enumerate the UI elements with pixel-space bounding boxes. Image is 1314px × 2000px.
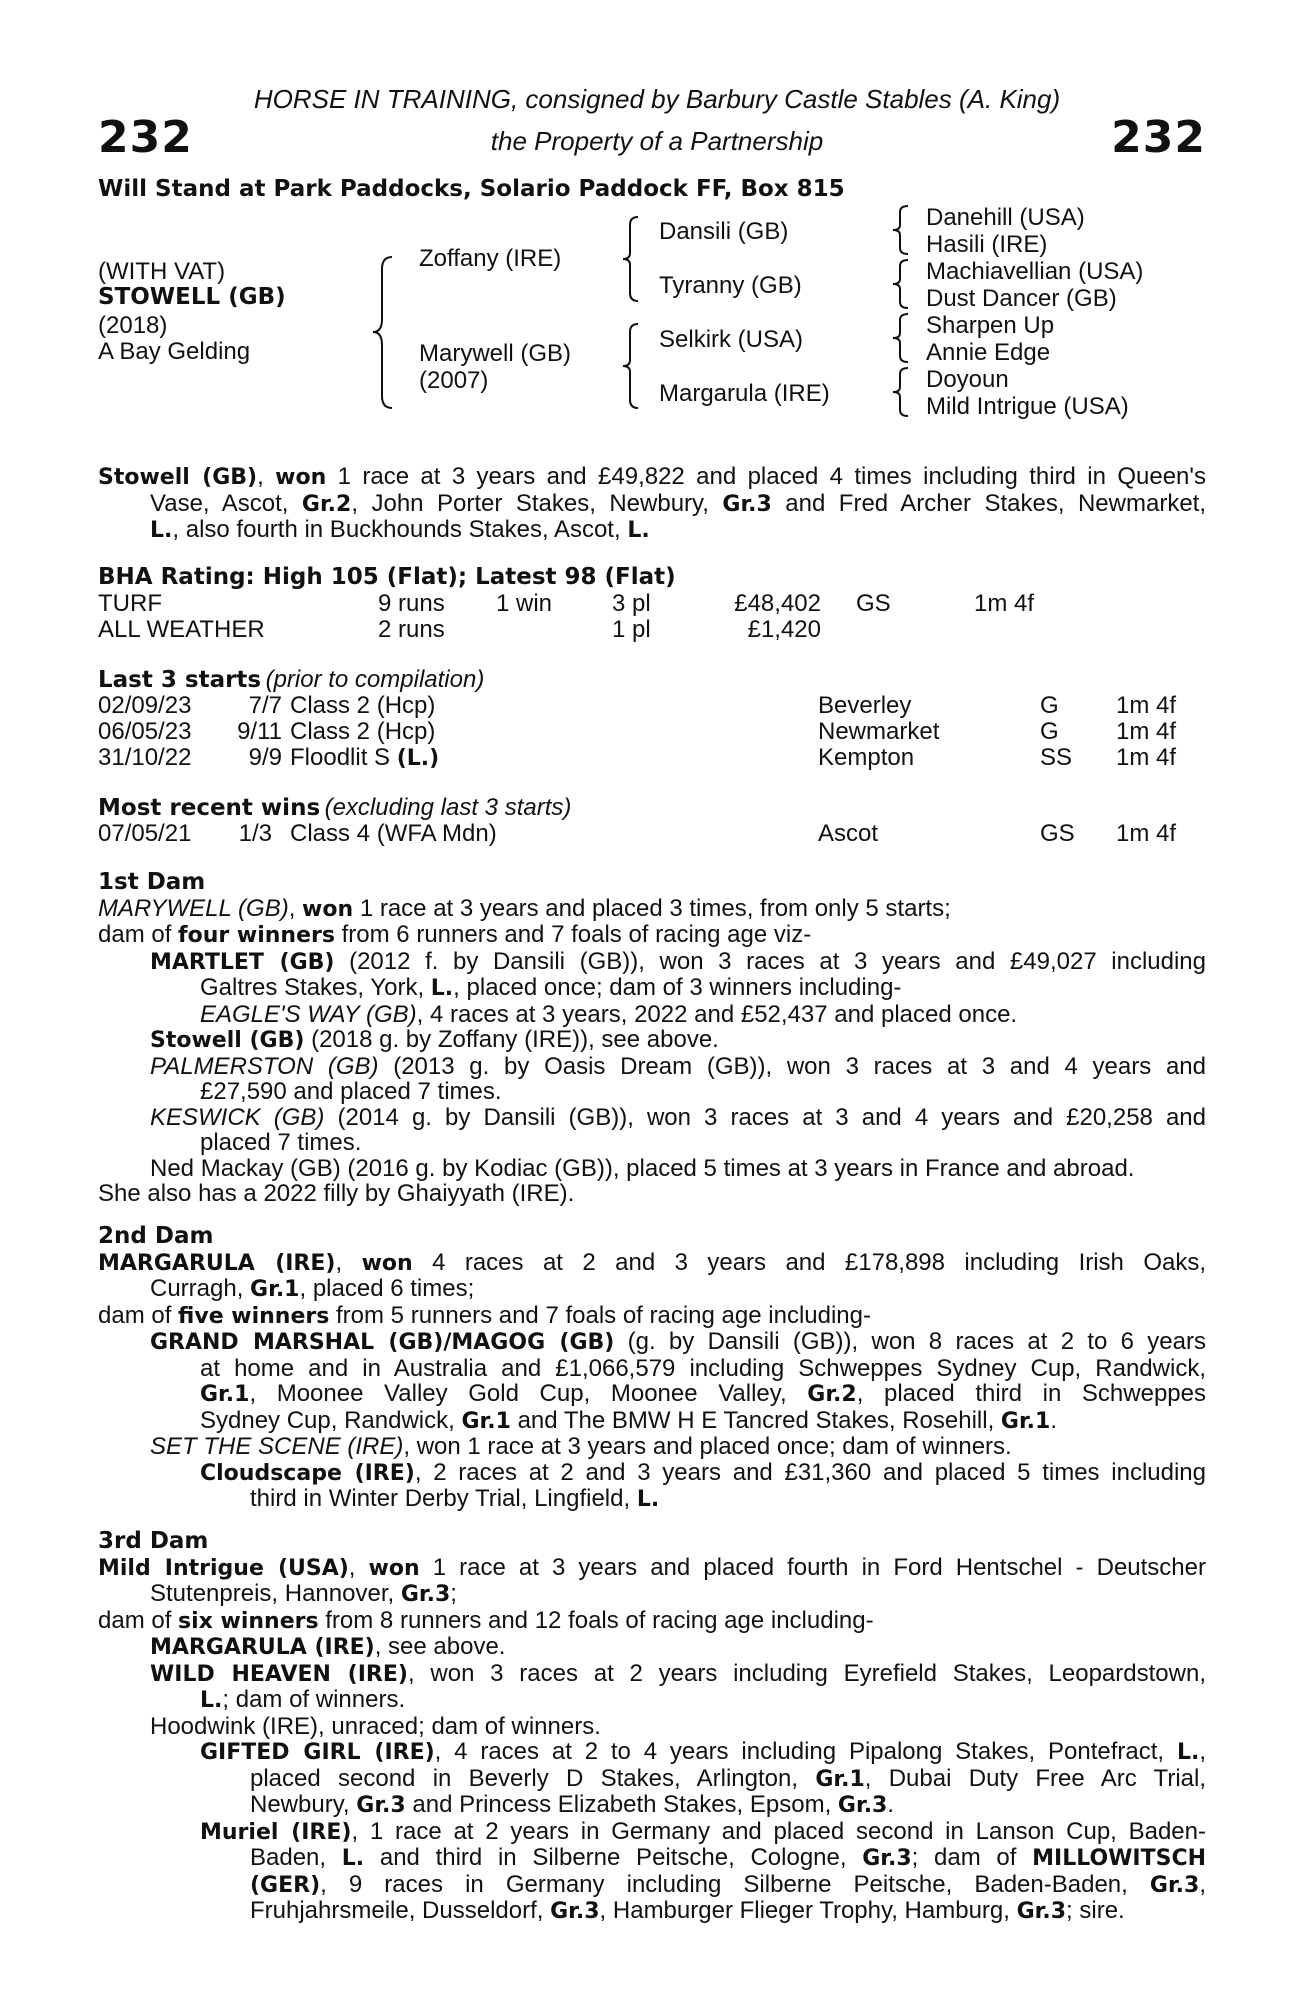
text: (2018 g. by Zoffany (IRE)), see above. bbox=[304, 1026, 719, 1053]
sire-sire: Dansili (GB) bbox=[659, 218, 789, 245]
grade-label: Gr.1 bbox=[250, 1277, 300, 1302]
text: (2013 g. by Oasis Dream (GB)), won 3 races at 3 and 4 years and bbox=[378, 1052, 1206, 1080]
text: ; bbox=[450, 1580, 457, 1607]
summary-text: Vase, Ascot, bbox=[150, 489, 302, 517]
grade-label: Gr.2 bbox=[301, 491, 352, 517]
text: , Moonee Valley Gold Cup, Moonee Valley, bbox=[249, 1380, 808, 1407]
won-label: won bbox=[368, 1555, 420, 1581]
text: and Princess Elizabeth Stakes, Epsom, bbox=[405, 1791, 838, 1818]
text: and third in Silberne Peitsche, Cologne, bbox=[364, 1844, 863, 1871]
sire-brace bbox=[620, 215, 642, 303]
sire-name: Zoffany (IRE) bbox=[419, 245, 562, 272]
text: . bbox=[1050, 1406, 1058, 1434]
text: , 1 race at 2 years in Germany and placed second in Lanson Cup, Baden- bbox=[351, 1817, 1206, 1845]
dam-name: MARYWELL (GB) bbox=[98, 894, 289, 922]
text: ; dam of bbox=[911, 1844, 1033, 1871]
summary-text: , John Porter Stakes, Newbury, bbox=[351, 489, 723, 517]
produce-name: (GER) bbox=[250, 1872, 321, 1898]
grade-label: Gr.3 bbox=[837, 1793, 888, 1818]
dam-name: Mild Intrigue (USA) bbox=[98, 1555, 349, 1581]
text: 1 race at 3 years and placed fourth in Ford Hentschel - Deutscher bbox=[419, 1553, 1206, 1581]
dam-sire: Selkirk (USA) bbox=[659, 326, 804, 353]
produce-name: GRAND MARSHAL (GB)/MAGOG (GB) bbox=[150, 1330, 615, 1355]
second-dam-title: 2nd Dam bbox=[98, 1223, 214, 1249]
grade-label: Gr.3 bbox=[550, 1899, 600, 1924]
dam-name: Marywell (GB) bbox=[419, 340, 572, 367]
prize-money: £48,402 bbox=[734, 590, 821, 617]
text: Fruhjahrsmeile, Dusseldorf, bbox=[250, 1897, 551, 1924]
grade-label: L. bbox=[430, 976, 454, 1001]
third-dam-section bbox=[98, 1529, 1206, 1925]
text: , 4 races at 3 years, 2022 and £52,437 and placed once. bbox=[416, 1000, 1018, 1028]
grandparent-2: Hasili (IRE) bbox=[926, 231, 1048, 258]
win-date: 07/05/21 bbox=[98, 820, 192, 847]
grandparent-1: Danehill (USA) bbox=[926, 204, 1085, 231]
produce-name: KESWICK (GB) bbox=[150, 1103, 325, 1131]
summary-won: won bbox=[275, 465, 327, 490]
grade-label: L. bbox=[341, 1846, 365, 1871]
start-distance: 1m 4f bbox=[1116, 718, 1177, 745]
surface: ALL WEATHER bbox=[98, 616, 265, 643]
grade-label: L. bbox=[150, 518, 173, 543]
win-position: 1/3 bbox=[238, 820, 272, 847]
text: , placed third in Schweppes bbox=[856, 1380, 1206, 1407]
grade-label: Gr.3 bbox=[862, 1846, 912, 1871]
text: , Hamburger Flieger Trophy, Hamburg, bbox=[599, 1897, 1017, 1924]
produce-name: Stowell (GB) bbox=[150, 1028, 305, 1053]
start-course: Beverley bbox=[818, 692, 912, 719]
race-summary bbox=[98, 464, 1206, 544]
text: , bbox=[288, 894, 303, 922]
text: , bbox=[348, 1553, 369, 1581]
sire-dam: Tyranny (GB) bbox=[659, 272, 802, 299]
grandparent-5: Sharpen Up bbox=[926, 312, 1055, 339]
winners-count: five winners bbox=[178, 1303, 330, 1329]
win-distance: 1m 4f bbox=[1116, 820, 1177, 847]
text: dam of bbox=[98, 1301, 179, 1329]
text: £27,590 and placed 7 times. bbox=[200, 1078, 502, 1105]
third-dam-title: 3rd Dam bbox=[98, 1528, 209, 1554]
consignment-line: HORSE IN TRAINING, consigned by Barbury Castle Stables (A. King) bbox=[253, 84, 1061, 114]
start-race-name: Floodlit S bbox=[290, 744, 397, 771]
g-brace-4 bbox=[890, 366, 912, 418]
text: , Dubai Duty Free Arc Trial, bbox=[864, 1764, 1206, 1792]
text: at home and in Australia and £1,066,579 including Schweppes Sydney Cup, Randwick, bbox=[200, 1354, 1206, 1382]
g-brace-3 bbox=[890, 312, 912, 364]
start-position: 9/9 bbox=[248, 744, 282, 771]
text: third in Winter Derby Trial, Lingfield, bbox=[250, 1485, 637, 1512]
dam-dam: Margarula (IRE) bbox=[659, 380, 830, 407]
vat-note: (WITH VAT) bbox=[98, 258, 226, 285]
text: . bbox=[887, 1791, 895, 1818]
dam-name: MARGARULA (IRE) bbox=[98, 1250, 336, 1276]
text: placed second in Beverly D Stakes, Arlington, bbox=[250, 1764, 816, 1792]
grade-label: Gr.1 bbox=[815, 1766, 865, 1792]
grade-label: Gr.1 bbox=[1000, 1408, 1051, 1434]
won-label: won bbox=[302, 896, 354, 922]
winners-count: four winners bbox=[178, 923, 335, 948]
grade-label: Gr.3 bbox=[1016, 1899, 1067, 1924]
text: , 2 races at 2 and 3 years and £31,360 and placed 5 times including bbox=[414, 1458, 1206, 1486]
g-brace-2 bbox=[890, 258, 912, 310]
grade-label: L. bbox=[1176, 1740, 1200, 1765]
text: , placed once; dam of 3 winners including- bbox=[453, 974, 902, 1001]
text: , 9 races in Germany including Silberne Peitsche, Baden-Baden, bbox=[320, 1870, 1150, 1898]
start-going: SS bbox=[1040, 744, 1073, 771]
bha-rating-title: BHA Rating: High 105 (Flat); Latest 98 (Flat) bbox=[98, 564, 676, 590]
text: (2012 f. by Dansili (GB)), won 3 races at 3 years and £49,027 including bbox=[334, 947, 1206, 975]
surface: TURF bbox=[98, 590, 162, 617]
horse-year: (2018) bbox=[98, 312, 168, 339]
recent-wins-heading bbox=[98, 794, 571, 822]
first-dam-title: 1st Dam bbox=[98, 869, 206, 895]
text: ; sire. bbox=[1066, 1897, 1125, 1924]
produce-name: SET THE SCENE (IRE) bbox=[150, 1433, 404, 1460]
grade-label: L. bbox=[636, 1487, 660, 1512]
start-distance: 1m 4f bbox=[1116, 692, 1177, 719]
prize-money: £1,420 bbox=[747, 616, 821, 643]
summary-text: , bbox=[257, 463, 276, 490]
produce-name: GIFTED GIRL (IRE) bbox=[200, 1740, 435, 1765]
start-race: Class 2 (Hcp) bbox=[290, 718, 436, 745]
start-race: Class 2 (Hcp) bbox=[290, 692, 436, 719]
stand-location: Will Stand at Park Paddocks, Solario Paddock FF, Box 815 bbox=[98, 176, 845, 202]
start-date: 06/05/23 bbox=[98, 718, 192, 745]
places: 3 pl bbox=[612, 590, 651, 617]
distance: 1m 4f bbox=[974, 590, 1035, 617]
grandparent-7: Doyoun bbox=[926, 366, 1009, 393]
recent-wins-title: Most recent wins bbox=[98, 795, 321, 821]
start-race bbox=[290, 744, 439, 772]
text: , placed 6 times; bbox=[299, 1275, 475, 1302]
dam-year: (2007) bbox=[419, 367, 489, 394]
runs: 2 runs bbox=[378, 616, 445, 643]
lot-number-left: 232 bbox=[98, 112, 193, 163]
grade-label: Gr.3 bbox=[400, 1582, 451, 1607]
start-position: 7/7 bbox=[248, 692, 282, 719]
text: dam of bbox=[98, 921, 179, 948]
start-going: G bbox=[1040, 718, 1059, 745]
summary-text: , also fourth in Buckhounds Stakes, Ascot, bbox=[172, 516, 628, 543]
summary-horse: Stowell (GB) bbox=[98, 465, 258, 490]
grade-label: Gr.2 bbox=[807, 1382, 857, 1407]
text: , 4 races at 2 to 4 years including Pipalong Stakes, Pontefract, bbox=[434, 1738, 1177, 1765]
start-course: Newmarket bbox=[818, 718, 940, 745]
wins: 1 win bbox=[496, 590, 553, 617]
text: 4 races at 2 and 3 years and £178,898 including Irish Oaks, bbox=[412, 1248, 1206, 1276]
dam-brace bbox=[620, 322, 642, 410]
grade-label: Gr.3 bbox=[722, 491, 772, 517]
grandparent-8: Mild Intrigue (USA) bbox=[926, 393, 1129, 420]
win-race: Class 4 (WFA Mdn) bbox=[290, 820, 497, 847]
grade-label: L. bbox=[627, 518, 650, 543]
produce-name: MARTLET (GB) bbox=[150, 949, 335, 975]
last-starts-heading bbox=[98, 666, 484, 694]
grade-label: Gr.3 bbox=[1149, 1872, 1200, 1898]
lot-number-right: 232 bbox=[1111, 112, 1206, 163]
text: Curragh, bbox=[150, 1275, 251, 1302]
last-starts-title: Last 3 starts bbox=[98, 667, 262, 693]
win-going: GS bbox=[1040, 820, 1075, 847]
start-date: 02/09/23 bbox=[98, 692, 192, 719]
runs: 9 runs bbox=[378, 590, 445, 617]
grade-label: Gr.3 bbox=[356, 1793, 406, 1818]
text: ; dam of winners. bbox=[222, 1686, 406, 1713]
text: , won 1 race at 3 years and placed once; dam of winners. bbox=[403, 1433, 1012, 1460]
property-line: the Property of a Partnership bbox=[490, 126, 824, 156]
text: Baden, bbox=[250, 1844, 342, 1871]
text: (2014 g. by Dansili (GB)), won 3 races at 3 and 4 years and £20,258 and bbox=[324, 1103, 1206, 1131]
sire-dam-brace bbox=[370, 255, 396, 410]
produce-name: Cloudscape (IRE) bbox=[200, 1460, 415, 1486]
winners-count: six winners bbox=[178, 1608, 319, 1634]
grade-label: Gr.1 bbox=[461, 1408, 511, 1434]
produce-name: EAGLE'S WAY (GB) bbox=[200, 1000, 417, 1028]
text: from 8 runners and 12 foals of racing age including- bbox=[318, 1606, 874, 1634]
produce-line: Hoodwink (IRE), unraced; dam of winners. bbox=[150, 1712, 601, 1740]
horse-description: A Bay Gelding bbox=[98, 338, 251, 365]
text: dam of bbox=[98, 1606, 179, 1634]
win-course: Ascot bbox=[818, 820, 879, 847]
produce-name: PALMERSTON (GB) bbox=[150, 1052, 379, 1080]
text: Galtres Stakes, York, bbox=[200, 974, 431, 1001]
text: , bbox=[1199, 1870, 1206, 1898]
text: , see above. bbox=[374, 1633, 506, 1660]
text: Sydney Cup, Randwick, bbox=[200, 1406, 462, 1434]
text: 1 race at 3 years and placed 3 times, from only 5 starts; bbox=[353, 894, 951, 922]
last-starts-note: (prior to compilation) bbox=[265, 666, 485, 693]
produce-name: MARGARULA (IRE) bbox=[150, 1635, 375, 1660]
text: Stutenpreis, Hannover, bbox=[150, 1580, 401, 1607]
start-distance: 1m 4f bbox=[1116, 744, 1177, 771]
text: , bbox=[335, 1248, 362, 1276]
grandparent-6: Annie Edge bbox=[926, 339, 1051, 366]
produce-name: MILLOWITSCH bbox=[1032, 1846, 1207, 1871]
summary-text: 1 race at 3 years and £49,822 and placed 4 times including third in Queen's bbox=[326, 463, 1206, 490]
grade-label: (L.) bbox=[396, 746, 440, 771]
grade-label: Gr.1 bbox=[200, 1382, 250, 1407]
recent-wins-note: (excluding last 3 starts) bbox=[324, 794, 572, 821]
text: and The BMW H E Tancred Stakes, Rosehill, bbox=[510, 1406, 1001, 1434]
first-dam-section bbox=[98, 870, 1206, 1207]
won-label: won bbox=[361, 1250, 413, 1276]
text: Newbury, bbox=[250, 1791, 357, 1818]
text: placed 7 times. bbox=[200, 1129, 362, 1156]
start-going: G bbox=[1040, 692, 1059, 719]
grandparent-3: Machiavellian (USA) bbox=[926, 258, 1144, 285]
produce-line: Ned Mackay (GB) (2016 g. by Kodiac (GB)), placed 5 times at 3 years in France and abroad. bbox=[150, 1154, 1135, 1182]
g-brace-1 bbox=[890, 204, 912, 256]
start-position: 9/11 bbox=[237, 718, 282, 745]
grandparent-4: Dust Dancer (GB) bbox=[926, 285, 1117, 312]
start-date: 31/10/22 bbox=[98, 744, 192, 771]
start-course: Kempton bbox=[818, 744, 915, 771]
produce-name: Muriel (IRE) bbox=[200, 1819, 352, 1845]
text: , bbox=[1199, 1738, 1206, 1765]
second-dam-section bbox=[98, 1224, 1206, 1513]
horse-name: STOWELL (GB) bbox=[98, 284, 286, 310]
grade-label: L. bbox=[200, 1688, 223, 1713]
text: (g. by Dansili (GB)), won 8 races at 2 to 6 years bbox=[614, 1328, 1206, 1355]
text: from 6 runners and 7 foals of racing age viz- bbox=[334, 921, 812, 948]
produce-name: WILD HEAVEN (IRE) bbox=[150, 1661, 408, 1687]
produce-line: She also has a 2022 filly by Ghaiyyath (IRE). bbox=[98, 1180, 575, 1207]
text: from 5 runners and 7 foals of racing age including- bbox=[329, 1301, 871, 1329]
summary-text: and Fred Archer Stakes, Newmarket, bbox=[771, 489, 1206, 517]
going: GS bbox=[856, 590, 891, 617]
text: , won 3 races at 2 years including Eyrefield Stakes, Leopardstown, bbox=[407, 1659, 1206, 1687]
places: 1 pl bbox=[612, 616, 651, 643]
